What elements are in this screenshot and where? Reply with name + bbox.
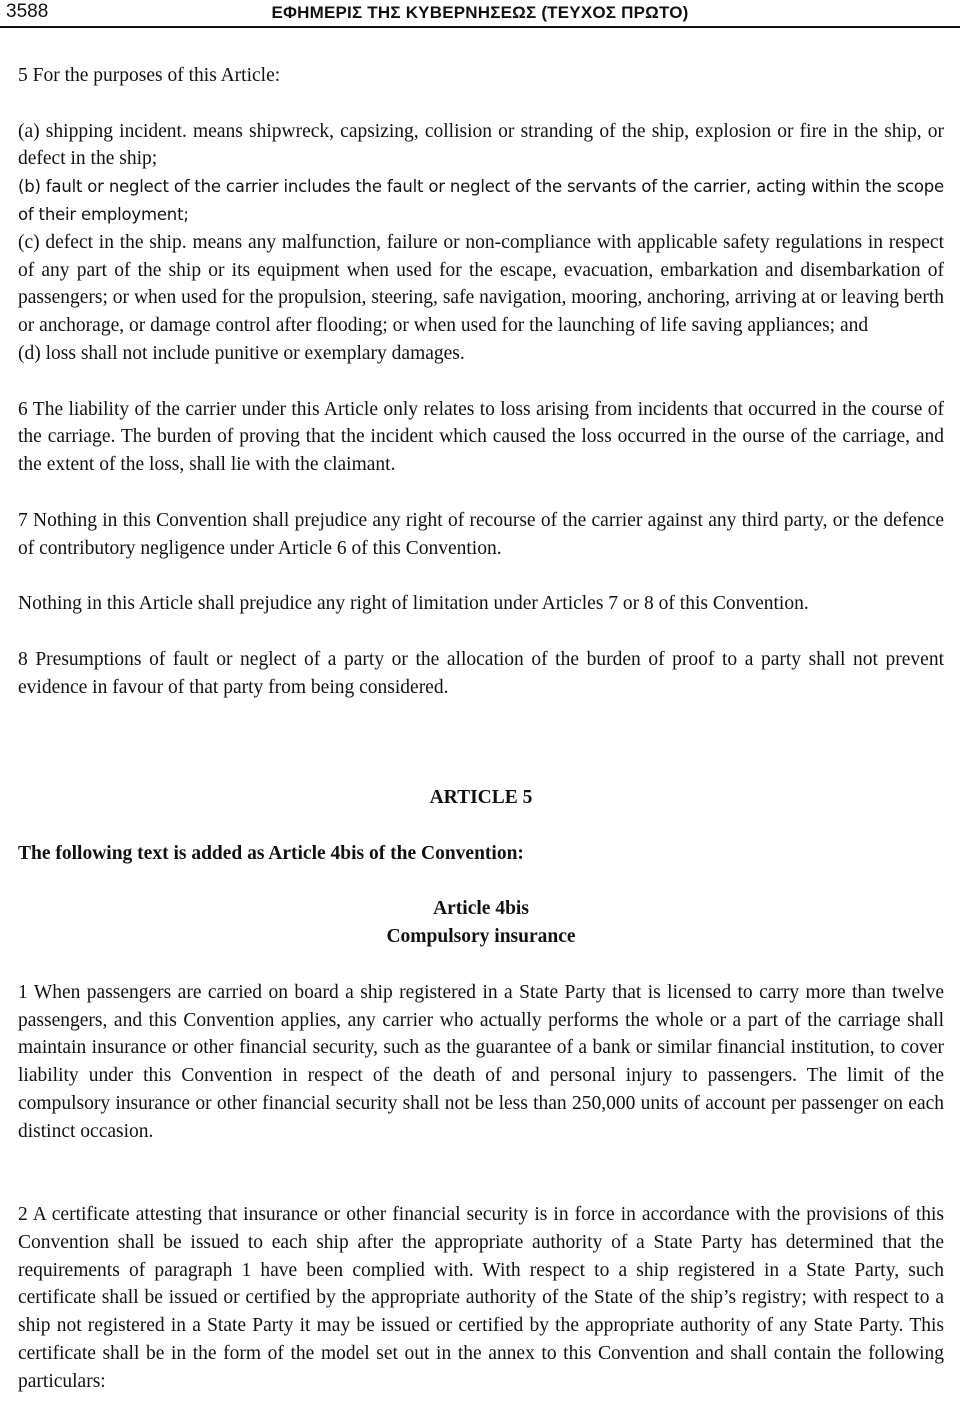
section-5-item-b: (b) fault or neglect of the carrier includes the fault or neglect of the servants of the carrier, acting within the scope of their employment; <box>18 177 944 224</box>
section-8-paragraph: 8 Presumptions of fault or neglect of a party or the allocation of the burden of proof to a party shall not prevent evidence in favour of that party from being considered. <box>18 648 944 698</box>
page-number: 3588 <box>6 1 49 22</box>
article-4bis-title: Compulsory insurance <box>386 926 576 948</box>
section-6-paragraph: 6 The liability of the carrier under this Article only relates to loss arising from incidents that occurred in the course of the carriage. The burden of proving that the incident which caused the loss occurred in the ourse of the carriage, and the extent of the loss, shall lie with the claimant. <box>18 398 944 476</box>
article-5-heading: ARTICLE 5 <box>429 787 533 809</box>
article-4bis-heading: Article 4bis <box>433 898 529 920</box>
journal-title: ΕΦΗΜΕΡΙΣ ΤΗΣ ΚΥΒΕΡΝΗΣΕΩΣ (ΤΕΥΧΟΣ ΠΡΩΤΟ) <box>271 3 689 22</box>
article-4bis-paragraph-2: 2 A certificate attesting that insurance or other financial security is in force in accordance with the provisions of this Convention shall be issued to each ship after the appropriate authority of a State Party has determined that the requirements of paragraph 1 have been complied with. With respect to a ship registered in a State Party, such certificate shall be issued or certified by the appropriate authority of the State of the ship’s registry; with respect to a ship not registered in a State Party it may be issued or certified by the appropriate authority of any State Party. This certificate shall be in the form of the model set out in the annex to this Convention and shall contain the following particulars: <box>18 1204 944 1392</box>
section-5-item-a: (a) shipping incident. means shipwreck, capsizing, collision or stranding of the ship, explosion or fire in the ship, or defect in the ship; <box>18 120 944 170</box>
article-4bis-paragraph-1: 1 When passengers are carried on board a ship registered in a State Party that is licensed to carry more than twelve passengers, and this Convention applies, any carrier who actually performs the whole or a part of the carriage shall maintain insurance or other financial security, such as the guarantee of a bank or similar financial institution, to cover liability under this Convention in respect of the death of and personal injury to passengers. The limit of the compulsory insurance or other financial security shall not be less than 250,000 units of account per passenger on each distinct occasion. <box>18 981 944 1142</box>
section-5-item-c: (c) defect in the ship. means any malfunction, failure or non-compliance with applicable safety regulations in respect of any part of the ship or its equipment when used for the escape, evacuation, embarkation and disembarkation of passengers; or when used for the propulsion, steering, safe navigation, mooring, anchoring, arriving at or leaving berth or anchorage, or damage control after flooding; or when used for the launching of life saving appliances; and <box>18 231 944 337</box>
page-header <box>0 0 960 28</box>
section-5-item-d: (d) loss shall not include punitive or exemplary damages. <box>18 342 465 364</box>
section-5-intro: 5 For the purposes of this Article: <box>18 65 281 86</box>
section-7-limitation-paragraph: Nothing in this Article shall prejudice any right of limitation under Articles 7 or 8 of this Convention. <box>18 593 809 615</box>
article-5-intro: The following text is added as Article 4bis of the Convention: <box>18 842 524 864</box>
document-body <box>18 62 944 1396</box>
section-7-paragraph: 7 Nothing in this Convention shall prejudice any right of recourse of the carrier against any third party, or the defence of contributory negligence under Article 6 of this Convention. <box>18 509 944 559</box>
